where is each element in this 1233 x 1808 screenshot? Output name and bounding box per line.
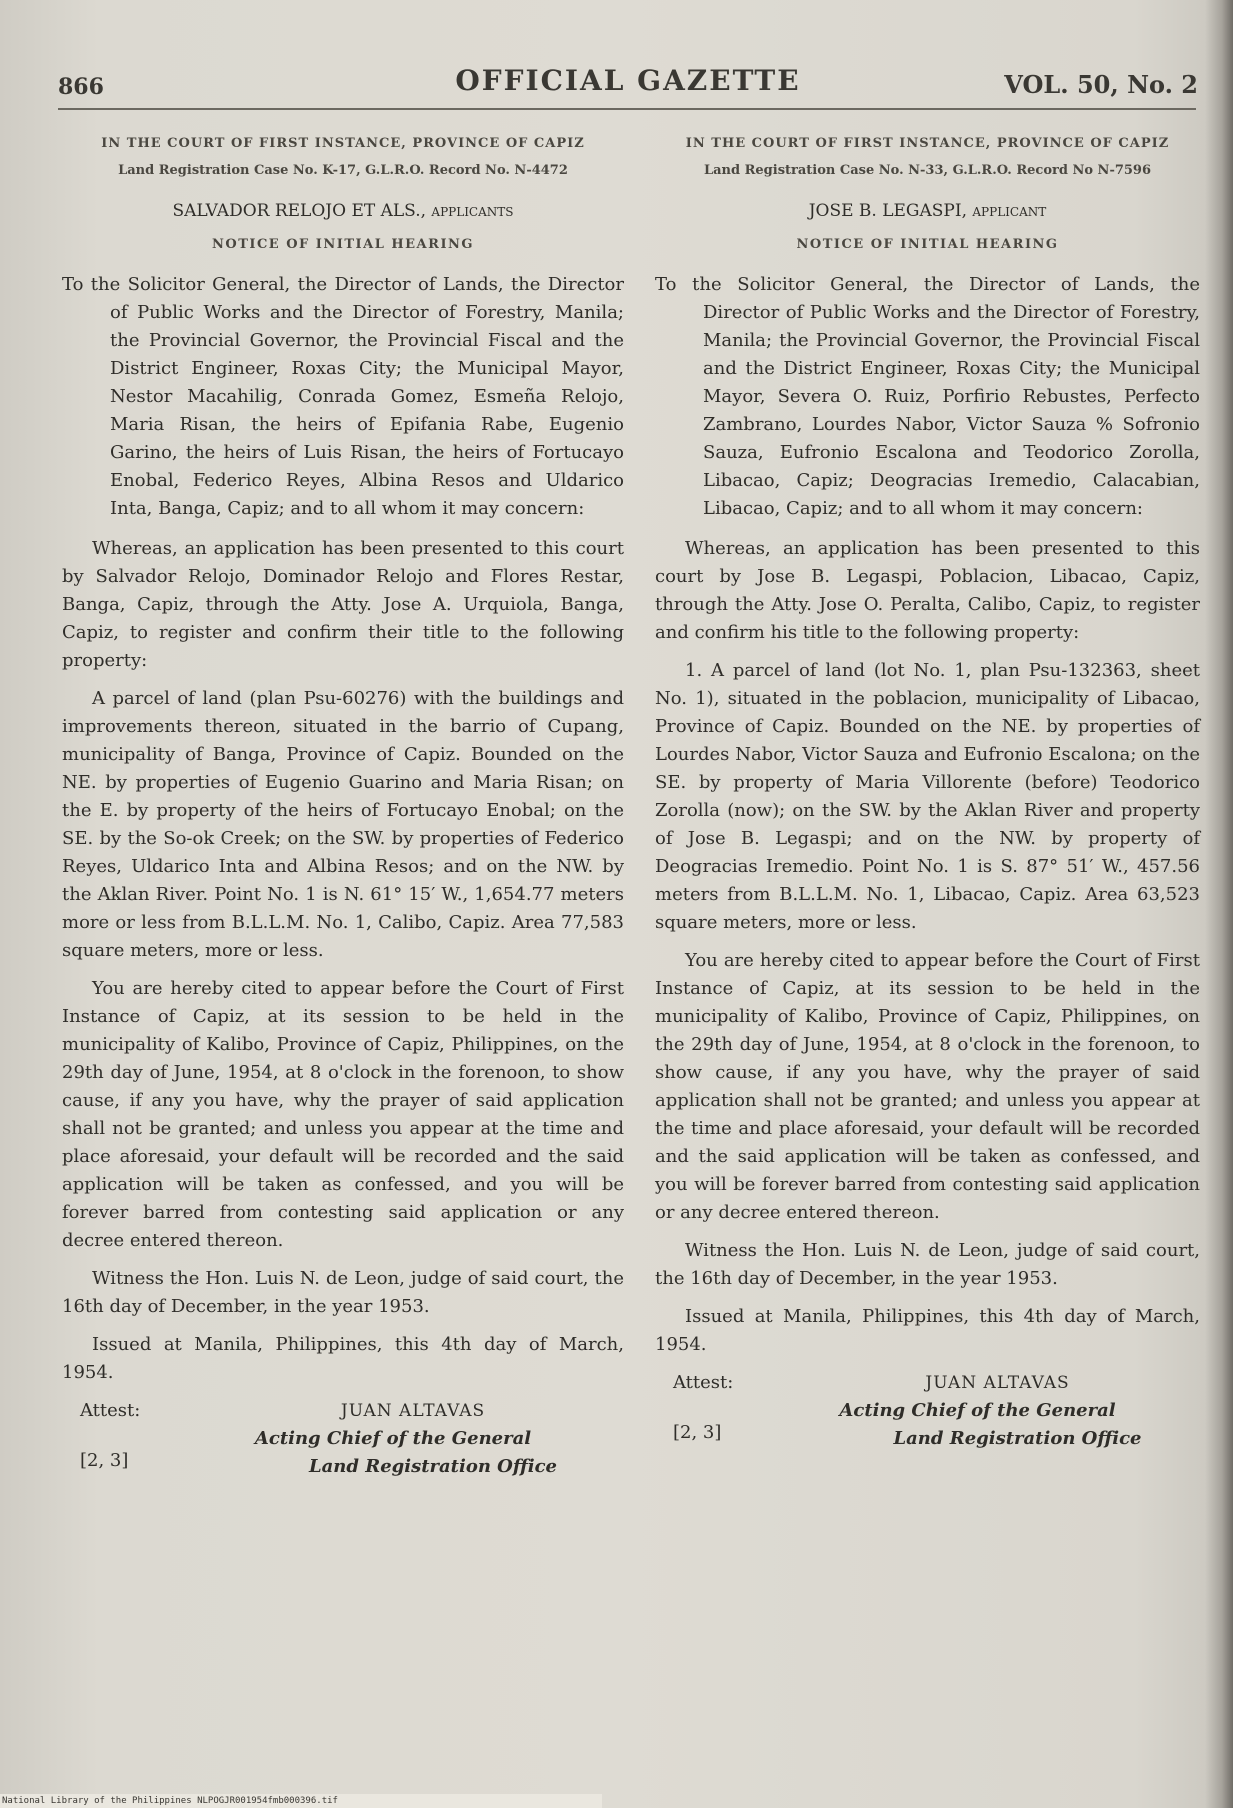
court-heading: IN THE COURT OF FIRST INSTANCE, PROVINCE OF CAPIZ <box>685 136 1170 151</box>
signature-block <box>202 1397 624 1481</box>
citation-paragraph: You are hereby cited to appear before the Court of First Instance of Capiz, at its session to be held in the municipality of Kalibo, Province of Capiz, Philippines, on the 29th day of June, 1954, at 8 o'clock in the forenoon, to show cause, if any you have, why the prayer of said application shall not be granted; and unless you appear at the time and place aforesaid, your default will be recorded and the said application will be taken as confessed, and you will be forever barred from contesting said application or any decree entered thereon. <box>62 978 624 1251</box>
property-description: A parcel of land (plan Psu-60276) with the buildings and improvements thereon, situated in the barrio of Cupang, municipality of Banga, Province of Capiz. Bounded on the NE. by properties of Eugenio Guarino and Maria Risan; on the E. by property of the heirs of Fortucayo Enobal; on the SE. by the So-ok Creek; on the SW. by properties of Federico Reyes, Uldarico Inta and Albina Resos; and on the NW. by the Aklan River. Point No. 1 is N. 61° 15′ W., 1,654.77 meters more or less from B.L.L.M. No. 1, Calibo, Capiz. Area 77,583 square meters, more or less. <box>62 688 624 961</box>
whereas-paragraph: Whereas, an application has been presented to this court by Salvador Relojo, Dominador Relojo and Flores Restar, Banga, Capiz, through the Atty. Jose A. Urquiola, Banga, Capiz, to register and confirm their title to the following property: <box>62 538 624 671</box>
signer-title-line1: Acting Chief of the General <box>839 1400 1116 1421</box>
attest-label: Attest: <box>673 1372 734 1393</box>
page-number: 866 <box>58 74 104 100</box>
volume-label: VOL. 50, No. 2 <box>1004 70 1198 99</box>
applicant-line: JOSE B. LEGASPI, applicant <box>808 201 1047 221</box>
case-number: Land Registration Case No. N-33, G.L.R.O. Record No N-7596 <box>703 163 1152 178</box>
right-notice <box>655 135 1200 1455</box>
witness-paragraph: Witness the Hon. Luis N. de Leon, judge of said court, the 16th day of December, in the year 1953. <box>655 1240 1200 1289</box>
scan-source-footer: National Library of the Philippines NLPOGJR001954fmb000396.tif <box>0 1794 602 1808</box>
citation-paragraph: You are hereby cited to appear before the Court of First Instance of Capiz, at its session to be held in the municipality of Kalibo, Province of Capiz, Philippines, on the 29th day of June, 1954, at 8 o'clock in the forenoon, to show cause, if any you have, why the prayer of said application shall not be granted; and unless you appear at the time and place aforesaid, your default will be recorded and the said application will be taken as confessed, and you will be forever barred from contesting said application or any decree entered thereon. <box>655 950 1200 1223</box>
applicant-line: SALVADOR RELOJO ET ALS., applicants <box>172 201 514 221</box>
page-header <box>58 62 1198 102</box>
signer-title-line2: Land Registration Office <box>893 1428 1142 1449</box>
issued-paragraph: Issued at Manila, Philippines, this 4th day of March, 1954. <box>655 1306 1200 1355</box>
notice-heading: NOTICE OF INITIAL HEARING <box>796 237 1059 252</box>
attest-block <box>62 1397 624 1483</box>
witness-paragraph: Witness the Hon. Luis N. de Leon, judge of said court, the 16th day of December, in the year 1953. <box>62 1268 624 1317</box>
attest-label: Attest: <box>80 1400 141 1421</box>
signer-name: JUAN ALTAVAS <box>925 1373 1070 1393</box>
court-heading: IN THE COURT OF FIRST INSTANCE, PROVINCE OF CAPIZ <box>101 136 585 151</box>
case-number: Land Registration Case No. K-17, G.L.R.O. Record No. N-4472 <box>118 163 568 178</box>
binding-shadow <box>1205 0 1233 1808</box>
whereas-paragraph: Whereas, an application has been presented to this court by Jose B. Legaspi, Poblacion, Libacao, Capiz, through the Atty. Jose O. Peralta, Calibo, Capiz, to register and confirm his title to the following property: <box>655 538 1200 643</box>
issued-paragraph: Issued at Manila, Philippines, this 4th day of March, 1954. <box>62 1334 624 1383</box>
notice-heading: NOTICE OF INITIAL HEARING <box>211 237 475 252</box>
property-description: 1. A parcel of land (lot No. 1, plan Psu-132363, sheet No. 1), situated in the poblacion, municipality of Libacao, Province of Capiz. Bounded on the NE. by properties of Lourdes Nabor, Victor Sauza and Eufronio Escalona; on the SE. by property of Maria Villorente (before) Teodorico Zorolla (now); on the SW. by the Aklan River and property of Jose B. Legaspi; and on the NW. by property of Deogracias Iremedio. Point No. 1 is S. 87° 51′ W., 457.56 meters from B.L.L.M. No. 1, Libacao, Capiz. Area 63,523 square meters, more or less. <box>655 660 1200 933</box>
issue-numbers: [2, 3] <box>673 1422 722 1443</box>
page-title: OFFICIAL GAZETTE <box>455 64 801 97</box>
left-notice <box>62 135 624 1483</box>
signer-title-line1: Acting Chief of the General <box>254 1428 532 1449</box>
signer-title-line2: Land Registration Office <box>308 1456 558 1477</box>
issue-numbers: [2, 3] <box>80 1450 129 1471</box>
addressees: To the Solicitor General, the Director of Lands, the Director of Public Works and the Director of Forestry, Manila; the Provincial Governor, the Provincial Fiscal and the District Engineer, Roxas City; the Municipal Mayor, Severa O. Ruiz, Porfirio Rebustes, Perfecto Zambrano, Lourdes Nabor, Victor Sauza % Sofronio Sauza, Eufronio Escalona and Teodorico Zorolla, Libacao, Capiz; Deogracias Iremedio, Calacabian, Libacao, Capiz; and to all whom it may concern: <box>655 274 1200 519</box>
header-rule <box>58 108 1196 110</box>
attest-block <box>655 1369 1200 1455</box>
signature-block <box>795 1369 1200 1453</box>
signer-name: JUAN ALTAVAS <box>340 1401 486 1421</box>
addressees: To the Solicitor General, the Director of Lands, the Director of Public Works and the Director of Forestry, Manila; the Provincial Governor, the Provincial Fiscal and the District Engineer, Roxas City; the Municipal Mayor, Nestor Macahilig, Conrada Gomez, Esmeña Relojo, Maria Risan, the heirs of Epifania Rabe, Eugenio Garino, the heirs of Luis Risan, the heirs of Fortucayo Enobal, Federico Reyes, Albina Resos and Uldarico Inta, Banga, Capiz; and to all whom it may concern: <box>62 274 624 519</box>
